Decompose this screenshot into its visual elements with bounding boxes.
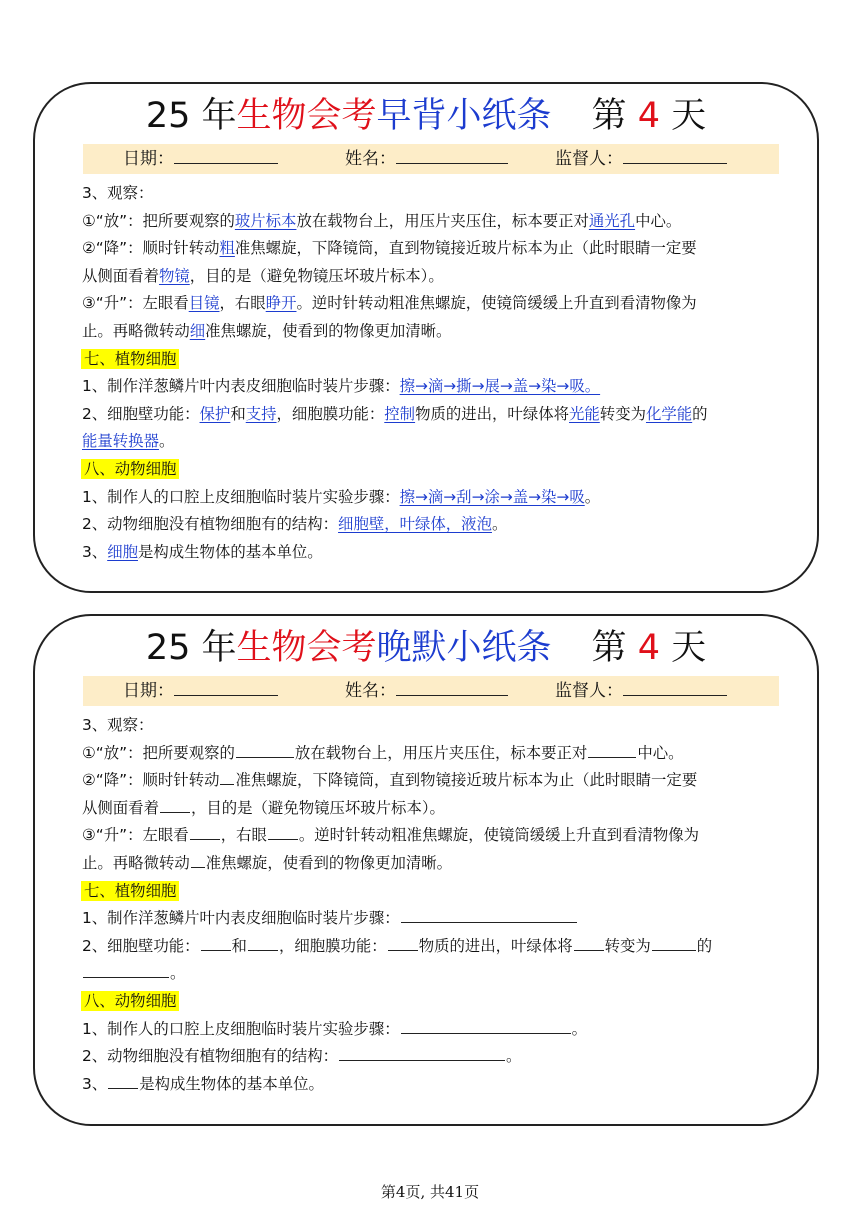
text-line (82, 850, 782, 878)
text-span: 放在载物台上，用压片夹压住，标本要正对 (296, 211, 589, 230)
answer-text: 物镜 (158, 266, 190, 285)
text-span: 1、制作人的口腔上皮细胞临时装片实验步骤： (82, 1019, 400, 1038)
text-span: ①“放”：把所要观察的 (82, 211, 235, 230)
page-footer: 第4页, 共41页 (380, 1183, 480, 1201)
text-span: 。 (506, 1047, 522, 1066)
text-line (82, 1016, 782, 1044)
answer-text: 目镜 (188, 294, 220, 313)
text-span: 准焦螺旋，使看到的物像更加清晰。 (205, 853, 453, 872)
text-line (82, 960, 782, 988)
date-label: 日期： (123, 681, 174, 701)
title-year: 25 年 (145, 628, 237, 668)
text-span: 2、细胞壁功能： (82, 936, 200, 955)
text-line (82, 1043, 782, 1071)
text-span: ，细胞膜功能： (276, 404, 385, 423)
text-span: ，右眼 (220, 826, 267, 845)
evening-note-card (33, 614, 819, 1126)
fill-blank[interactable] (191, 850, 205, 868)
text-line (82, 795, 782, 823)
answer-text: 粗 (219, 239, 235, 258)
highlighted-heading: 八、动物细胞 (81, 459, 179, 479)
text-span: 3、 (82, 1074, 108, 1093)
fill-blank[interactable] (574, 933, 604, 951)
text-span: 准焦螺旋，下降镜筒，直到物镜接近玻片标本为止（此时眼睛一定要 (235, 771, 698, 790)
text-span: 中心。 (637, 743, 684, 762)
text-line (82, 290, 782, 318)
text-span: 准焦螺旋，使看到的物像更加清晰。 (205, 321, 452, 340)
name-field[interactable] (345, 676, 508, 706)
text-line (82, 822, 782, 850)
text-line (82, 263, 782, 291)
text-span: 。 (170, 964, 186, 983)
text-span: 从侧面看着 (82, 798, 159, 817)
answer-text: 能量转换器 (82, 432, 159, 451)
answer-text: 保护 (199, 404, 231, 423)
answer-text: 擦→滴→撕→展→盖→染→吸。 (399, 377, 601, 396)
date-field[interactable] (123, 676, 278, 706)
answer-text: 通光孔 (588, 211, 636, 230)
fill-blank[interactable] (236, 740, 294, 758)
text-span: 1、制作人的口腔上皮细胞临时装片实验步骤： (82, 487, 400, 506)
text-line (82, 484, 782, 512)
answer-text: 化学能 (645, 404, 693, 423)
answer-text: 玻片标本 (234, 211, 297, 230)
text-span: ②“降”：顺时针转动 (82, 239, 220, 258)
text-span: ②“降”：顺时针转动 (82, 771, 220, 790)
text-span: 2、动物细胞没有植物细胞有的结构： (82, 515, 339, 534)
text-line (82, 767, 782, 795)
answer-text: 细胞壁，叶绿体，液泡 (338, 515, 492, 534)
text-line (82, 905, 782, 933)
fill-blank[interactable] (108, 1071, 138, 1089)
title-day-number: 4 (637, 628, 660, 668)
fill-blank[interactable] (588, 740, 636, 758)
info-bar (83, 676, 779, 706)
card-title (35, 94, 817, 138)
text-span: 物质的进出，叶绿体将 (418, 936, 573, 955)
text-span: 止。再略微转动 (82, 321, 190, 340)
section-heading-plant-cell (82, 346, 782, 374)
card-title (35, 626, 817, 670)
name-label: 姓名： (345, 681, 396, 701)
section-heading-observe: 3、观察： (82, 184, 154, 202)
date-field[interactable] (123, 144, 278, 174)
answer-text: 细 (189, 321, 206, 340)
text-span: 是构成生物体的基本单位。 (139, 1074, 324, 1093)
text-span: 2、细胞壁功能： (82, 404, 200, 423)
answer-text: 擦→滴→刮→涂→盖→染→吸 (399, 487, 585, 506)
text-line (82, 511, 782, 539)
supervisor-field[interactable] (555, 676, 727, 706)
text-span: 2、动物细胞没有植物细胞有的结构： (82, 1047, 339, 1066)
text-span: 。 (491, 515, 508, 534)
text-span: 。 (584, 487, 601, 506)
text-span: 和 (230, 404, 246, 423)
supervisor-blank[interactable] (623, 145, 727, 164)
name-blank[interactable] (396, 677, 508, 696)
text-span: 。逆时针转动粗准焦螺旋，使镜筒缓缓上升直到看清物像为 (298, 826, 700, 845)
text-line (82, 740, 782, 768)
section-heading-animal-cell (82, 988, 782, 1016)
date-blank[interactable] (174, 677, 278, 696)
highlighted-heading: 八、动物细胞 (81, 991, 179, 1011)
text-line (82, 235, 782, 263)
text-span: 是构成生物体的基本单位。 (137, 542, 323, 561)
text-span: ①“放”：把所要观察的 (82, 743, 235, 762)
title-day-prefix: 第 (591, 96, 627, 136)
text-span: ，目的是（避免物镜压坏玻片标本）。 (189, 266, 444, 285)
answer-text: 控制 (384, 404, 416, 423)
name-label: 姓名： (345, 149, 396, 169)
text-span: 。逆时针转动粗准焦螺旋，使镜筒缓缓上升直到看清物像为 (296, 294, 697, 313)
text-line (82, 373, 782, 401)
text-span: 和 (231, 936, 247, 955)
text-span: 中心。 (635, 211, 682, 230)
name-field[interactable] (345, 144, 508, 174)
answer-text: 支持 (245, 404, 277, 423)
text-span: ，细胞膜功能： (278, 936, 387, 955)
date-blank[interactable] (174, 145, 278, 164)
text-line (82, 208, 782, 236)
text-line (82, 401, 782, 429)
title-day-suffix: 天 (671, 628, 707, 668)
title-note-type: 早背小纸条 (376, 96, 552, 136)
fill-blank[interactable] (201, 933, 231, 951)
text-span: 转变为 (604, 936, 651, 955)
text-span: 3、 (82, 542, 108, 561)
text-line (82, 318, 782, 346)
text-span: ，目的是（避免物镜压坏玻片标本）。 (190, 798, 445, 817)
title-subject: 生物会考 (236, 628, 377, 668)
text-span: 准焦螺旋，下降镜筒，直到物镜接近玻片标本为止（此时眼睛一定要 (234, 239, 697, 258)
text-line (82, 933, 782, 961)
fill-blank[interactable] (190, 822, 220, 840)
section-heading-plant-cell (82, 878, 782, 906)
supervisor-field[interactable] (555, 144, 727, 174)
text-span: ③“升”：左眼看 (82, 294, 189, 313)
title-day-prefix: 第 (591, 628, 627, 668)
text-span: 从侧面看着 (82, 266, 159, 285)
text-span: ，右眼 (219, 294, 266, 313)
supervisor-blank[interactable] (623, 677, 727, 696)
fill-blank[interactable] (160, 795, 190, 813)
title-subject: 生物会考 (236, 96, 377, 136)
answer-text: 睁开 (265, 294, 297, 313)
card-body (82, 712, 782, 1098)
section-heading-animal-cell (82, 456, 782, 484)
text-span: 1、制作洋葱鳞片叶内表皮细胞临时装片步骤： (82, 377, 400, 396)
text-line (82, 428, 782, 456)
text-span: 的 (692, 404, 708, 423)
info-bar (83, 144, 779, 174)
section-heading-observe: 3、观察： (82, 716, 154, 734)
fill-blank[interactable] (268, 822, 298, 840)
title-year: 25 年 (145, 96, 237, 136)
text-span: 物质的进出，叶绿体将 (415, 404, 569, 423)
highlighted-heading: 七、植物细胞 (81, 881, 179, 901)
text-line (82, 1071, 782, 1099)
text-span: ③“升”：左眼看 (82, 826, 189, 845)
text-span: 1、制作洋葱鳞片叶内表皮细胞临时装片步骤： (82, 909, 400, 928)
fill-blank[interactable] (652, 933, 696, 951)
text-span: 放在载物台上，用压片夹压住，标本要正对 (294, 743, 588, 762)
title-note-type: 晚默小纸条 (376, 628, 552, 668)
fill-blank[interactable] (339, 1043, 505, 1061)
supervisor-label: 监督人： (555, 149, 623, 169)
text-span: 的 (696, 936, 713, 955)
title-day-number: 4 (637, 96, 660, 136)
date-label: 日期： (123, 149, 174, 169)
name-blank[interactable] (396, 145, 508, 164)
text-span: 转变为 (599, 404, 646, 423)
card-body (82, 180, 782, 566)
fill-blank[interactable] (401, 905, 577, 923)
text-span: 止。再略微转动 (82, 853, 190, 872)
answer-text: 细胞 (107, 542, 138, 561)
text-span: 。 (571, 1019, 588, 1038)
fill-blank[interactable] (388, 933, 418, 951)
text-line (82, 539, 782, 567)
text-span: 。 (158, 432, 175, 451)
supervisor-label: 监督人： (555, 681, 623, 701)
morning-note-card (33, 82, 819, 593)
answer-text: 光能 (569, 404, 600, 423)
fill-blank[interactable] (401, 1016, 571, 1034)
fill-blank[interactable] (83, 960, 169, 978)
fill-blank[interactable] (248, 933, 278, 951)
highlighted-heading: 七、植物细胞 (81, 349, 179, 369)
title-day-suffix: 天 (671, 96, 707, 136)
fill-blank[interactable] (220, 767, 234, 785)
